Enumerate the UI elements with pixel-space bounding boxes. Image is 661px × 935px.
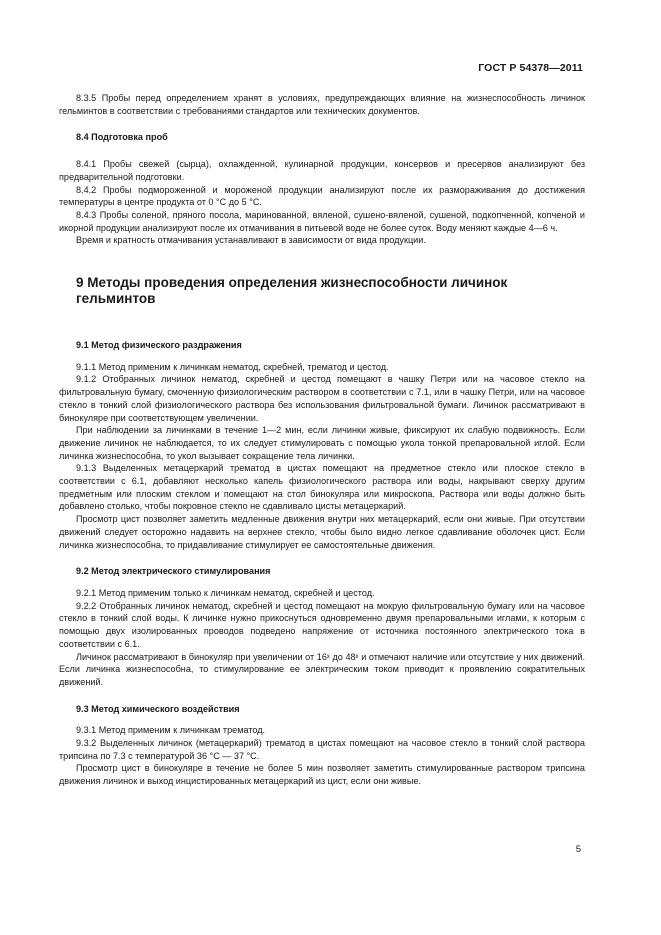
section-heading-9-3: 9.3 Метод химического воздействия bbox=[76, 703, 240, 714]
paragraph-8-4-3: 8.4.3 Пробы соленой, пряного посола, маринованной, вяленой, сушено-вяленой, сушеной, подкопченной, копченой и икорной продукции анализируют после их отмачивания в питьевой воде не более суток. Воду меняют каждые 4—6 ч. bbox=[59, 209, 585, 233]
paragraph-9-1-2: 9.1.2 Отобранных личинок нематод, скребней и цестод помещают в чашку Петри или на часовое стекло на фильтровальную бумагу, смоченную физиологическим раствором в соответствии с 7.1, или в чашку Петри, или на часовое стекло в тонкий слой физиологического раствора без использования фильтровальной бумаги. Личинок рассматривают в бинокуляре при соответствующем увеличении. bbox=[59, 374, 585, 423]
paragraph-9-1-3: 9.1.3 Выделенных метацеркарий трематод в цистах помещают на предметное стекло или плоское стекло в соответствии с 6.1, добавляют несколько капель физиологического раствора или воды, накрывают сверху другим предметным или плоским стеклом и помещают на стол бинокуляра или микроскопа. Раствора или воды должно быть добавлено столько, чтобы покровное стекло не сдавливало цисты метацеркарий. bbox=[59, 463, 585, 512]
paragraph-9-2-1: 9.2.1 Метод применим только к личинкам нематод, скребней и цестод. bbox=[76, 587, 375, 598]
document-body bbox=[59, 92, 585, 788]
paragraph-9-3-2-view: Просмотр цист в бинокуляре в течение не более 5 мин позволяет заметить стимулированные раствором трипсина движения личинок и выход инцистированных метацеркарий из цист, если они живые. bbox=[59, 763, 585, 787]
paragraph-9-2-2: 9.2.2 Отобранных личинок нематод, скребней и цестод помещают на мокрую фильтровальную бумагу или на часовое стекло в тонкий слой воды. К личинке нужно прикоснуться одновременно двумя препаровальными иглами, к которым с помощью двух изолированных проводов подведено напряжение от источника постоянного электрического тока в соответствии с 6.1. bbox=[59, 600, 585, 649]
chapter-heading-9: 9 Методы проведения определения жизнеспособности личинок гельминтов bbox=[76, 275, 508, 307]
paragraph-9-2-2-view: Личинок рассматривают в бинокуляр при увеличении от 16ˣ до 48ˣ и отмечают наличие или отсутствие у них движений. Если личинка жизнеспособна, то стимулирование ее электрическим током приводит к проявлению сократительных движений. bbox=[59, 651, 585, 687]
standard-code: ГОСТ Р 54378—2011 bbox=[478, 62, 583, 74]
section-heading-8-4: 8.4 Подготовка проб bbox=[76, 132, 168, 143]
section-heading-9-2: 9.2 Метод электрического стимулирования bbox=[76, 566, 271, 577]
paragraph-9-3-2: 9.3.2 Выделенных личинок (метацеркарий) трематод в цистах помещают на часовое стекло в тонкий слой раствора трипсина по 7.3 с температурой 36 °С — 37 °С. bbox=[59, 738, 585, 761]
paragraph-9-3-1: 9.3.1 Метод применим к личинкам трематод. bbox=[76, 725, 266, 736]
paragraph-8-4-2: 8.4.2 Пробы подмороженной и мороженой продукции анализируют после их размораживания до достижения температуры в центре продукта от 0 °С до 5 °С. bbox=[59, 184, 585, 208]
paragraph-9-1-2-observation: При наблюдении за личинками в течение 1—2 мин, если личинки живые, фиксируют их слабую подвижность. Если движение личинок не наблюдается, то их следует стимулировать с помощью укола тонкой препаровальной иглой. Если личинка жизнеспособна, то укол вызывает сокращение тела личинки. bbox=[59, 425, 585, 461]
paragraph-8-4-1: 8.4.1 Пробы свежей (сырца), охлажденной, кулинарной продукции, консервов и пресервов анализируют без предварительной подготовки. bbox=[59, 159, 585, 182]
page-number: 5 bbox=[575, 844, 581, 855]
paragraph-9-1-3-view: Просмотр цист позволяет заметить медленные движения внутри них метацеркарий, если они живые. При отсутствии движений следует осторожно надавить на верхнее стекло, чтобы было видно легкое сдавливание оболочек цист. Если личинка жизнеспособна, то придавливание стимулирует ее самостоятельные движения. bbox=[59, 514, 585, 550]
section-heading-9-1: 9.1 Метод физического раздражения bbox=[76, 340, 242, 351]
paragraph-8-4-3-note: Время и кратность отмачивания устанавливают в зависимости от вида продукции. bbox=[76, 235, 426, 246]
paragraph-8-3-5: 8.3.5 Пробы перед определением хранят в условиях, предупреждающих влияние на жизнеспособность личинок гельминтов в соответствии с требованиями стандартов или технических документов. bbox=[59, 93, 585, 116]
paragraph-9-1-1: 9.1.1 Метод применим к личинкам нематод, скребней, трематод и цестод. bbox=[76, 361, 389, 372]
